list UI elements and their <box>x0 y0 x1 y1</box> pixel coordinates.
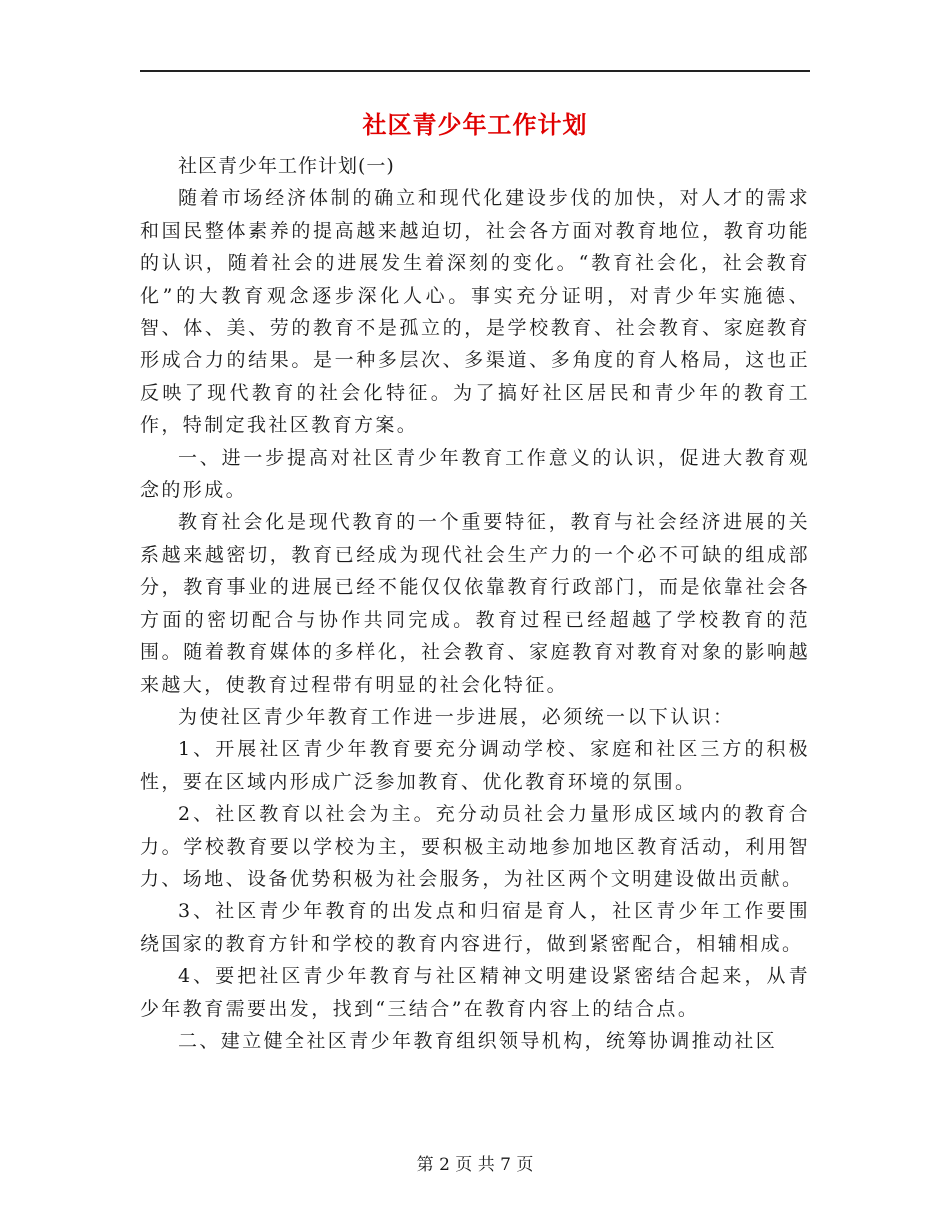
paragraph: 1、开展社区青少年教育要充分调动学校、家庭和社区三方的积极性，要在区域内形成广泛参加教育、优化教育环境的氛围。 <box>140 738 810 793</box>
footer-middle: 页 共 <box>455 1155 495 1175</box>
paragraph: 一、进一步提高对社区青少年教育工作意义的认识，促进大教育观念的形成。 <box>140 446 810 502</box>
footer-current-page: 2 <box>439 1155 450 1175</box>
paragraph: 3、社区青少年教育的出发点和归宿是育人，社区青少年工作要围绕国家的教育方针和学校的教育内容进行，做到紧密配合，相辅相成。 <box>140 900 810 955</box>
footer-total-pages: 7 <box>500 1155 511 1175</box>
paragraph: 随着市场经济体制的确立和现代化建设步伐的加快，对人才的需求和国民整体素养的提高越来越迫切，社会各方面对教育地位，教育功能的认识，随着社会的进展发生着深刻的变化。“教育社会化，社会教育化”的大教育观念逐步深化人心。事实充分证明，对青少年实施德、智、体、美、劳的教育不是孤立的，是学校教育、社会教育、家庭教育形成合力的结果。是一种多层次、多渠道、多角度的育人格局，这也正反映了现代教育的社会化特征。为了搞好社区居民和青少年的教育工作，特制定我社区教育方案。 <box>140 187 810 437</box>
document-title: 社区青少年工作计划 <box>362 110 588 139</box>
paragraph: 二、建立健全社区青少年教育组织领导机构，统筹协调推动社区 <box>178 1029 778 1052</box>
paragraph: 4、要把社区青少年教育与社区精神文明建设紧密结合起来，从青少年教育需要出发，找到“三结合”在教育内容上的结合点。 <box>140 965 810 1020</box>
footer-prefix: 第 <box>416 1155 434 1175</box>
header-rule <box>140 70 810 72</box>
section-subtitle: 社区青少年工作计划(一) <box>178 155 395 177</box>
document-body <box>140 150 810 1057</box>
footer-suffix: 页 <box>516 1155 534 1175</box>
paragraph: 教育社会化是现代教育的一个重要特征，教育与社会经济进展的关系越来越密切，教育已经成为现代社会生产力的一个必不可缺的组成部分，教育事业的进展已经不能仅仅依靠教育行政部门，而是依靠社会各方面的密切配合与协作共同完成。教育过程已经超越了学校教育的范围。随着教育媒体的多样化，社会教育、家庭教育对教育对象的影响越来越大，使教育过程带有明显的社会化特征。 <box>140 511 810 696</box>
page-footer <box>0 1153 950 1177</box>
paragraph: 2、社区教育以社会为主。充分动员社会力量形成区域内的教育合力。学校教育要以学校为主，要积极主动地参加地区教育活动，利用智力、场地、设备优势积极为社会服务，为社区两个文明建设做出贡献。 <box>140 803 810 890</box>
paragraph: 为使社区青少年教育工作进一步进展，必须统一以下认识： <box>178 705 735 728</box>
